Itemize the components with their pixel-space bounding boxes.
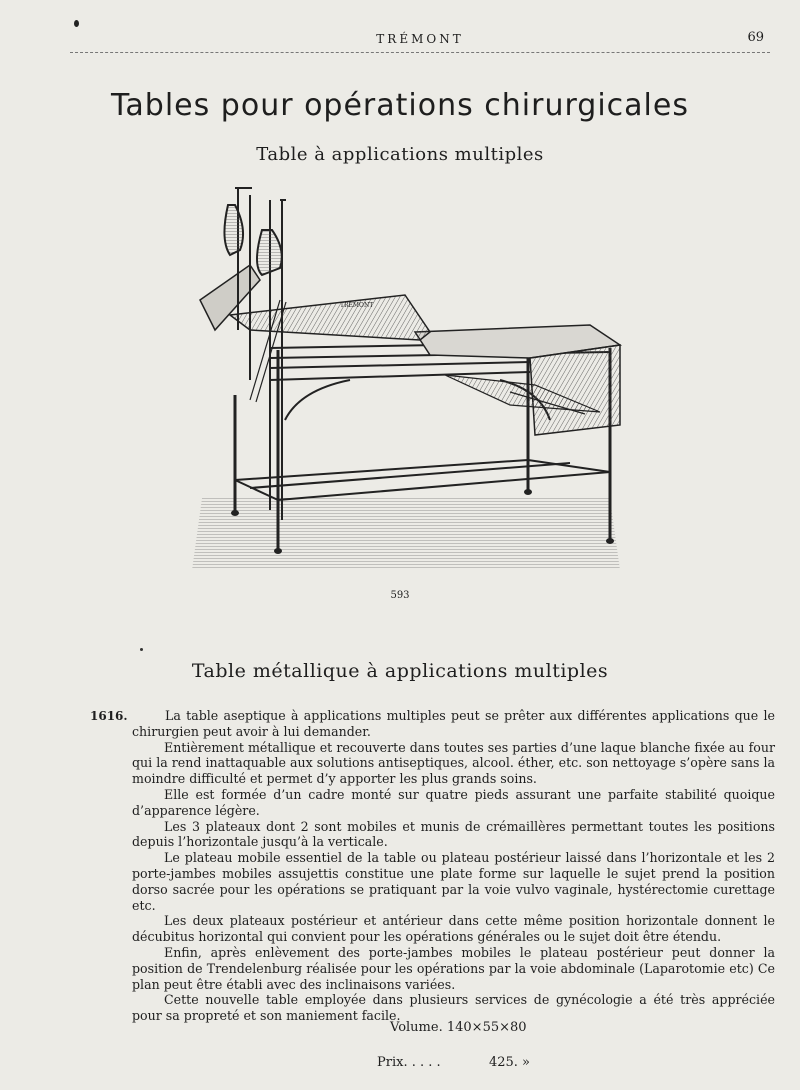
running-header: [70, 28, 770, 53]
lower-frame: [235, 460, 610, 500]
item-description: [132, 708, 775, 1024]
page-number: 69: [747, 30, 764, 45]
price-value: 425. »: [488, 1055, 530, 1070]
description-paragraph: Elle est formée d’un cadre monté sur quatre pieds assurant une parfaite stabilité quoique d’apparence légère.: [132, 786, 775, 818]
item-number: 1616.: [90, 709, 128, 723]
description-paragraph: Enfin, après enlèvement des porte-jambes mobiles le plateau postérieur peut donner la position de Trendelenburg réalisée pour les opérations par la voie abdominale (Laparotomie etc) Ce plan peut être établi avec des inclinaisons variées.: [132, 944, 775, 992]
section-title: Table métallique à applications multiples: [191, 660, 609, 682]
description-paragraph: Entièrement métallique et recouverte dans toutes ses parties d’une laque blanche fixée au four qui la rend inattaquable aux solutions antiseptiques, alcool. éther, etc. son nettoyage s’opère sans la moindre difficulté et permet d’y apporter les plus grands soins.: [132, 739, 775, 787]
margin-bullet: [74, 20, 79, 27]
price-label: Prix. . . . .: [377, 1055, 441, 1070]
running-title: TRÉMONT: [376, 32, 464, 46]
description-paragraph: La table aseptique à applications multiples peut se prêter aux différentes applications que le chirurgien peut avoir à lui demander.: [132, 708, 775, 739]
table-top: [415, 325, 620, 435]
page-subtitle: Table à applications multiples: [256, 144, 544, 165]
description-paragraph: Le plateau mobile essentiel de la table ou plateau postérieur laissé dans l’horizontale et les 2 porte-jambes mobiles assujettis constitue une plate forme sur laquelle le sujet prend la position dorso sacrée pour les opérations se pratiquant par la voie vulvo vaginale, hystérectomie curettage etc.: [132, 850, 775, 913]
figure-number: 593: [390, 590, 410, 601]
plate-label: TRÉMONT: [340, 302, 374, 309]
description-paragraph: Les 3 plateaux dont 2 sont mobiles et munis de crémaillères permettant toutes les positions depuis l’horizontale jusqu’à la verticale.: [132, 818, 775, 850]
margin-dot: [140, 648, 143, 651]
volume-label: Volume.: [390, 1020, 443, 1035]
volume-value: 140×55×80: [446, 1020, 527, 1035]
surgical-table-illustration: [190, 180, 630, 575]
page-title: Tables pour opérations chirurgicales: [111, 88, 689, 123]
description-paragraph: Les deux plateaux postérieur et antérieur dans cette même position horizontale donnent le décubitus horizontal qui convient pour les opérations générales ou le sujet doit être étendu.: [132, 913, 775, 945]
volume-line: [390, 1020, 527, 1035]
price-line: [377, 1055, 530, 1070]
floor-shading: [192, 498, 620, 570]
inclined-back-panel: [200, 265, 430, 340]
description-paragraph: Cette nouvelle table employée dans plusieurs services de gynécologie a été très appréciée pour sa propreté et son maniement facile.: [132, 992, 775, 1024]
